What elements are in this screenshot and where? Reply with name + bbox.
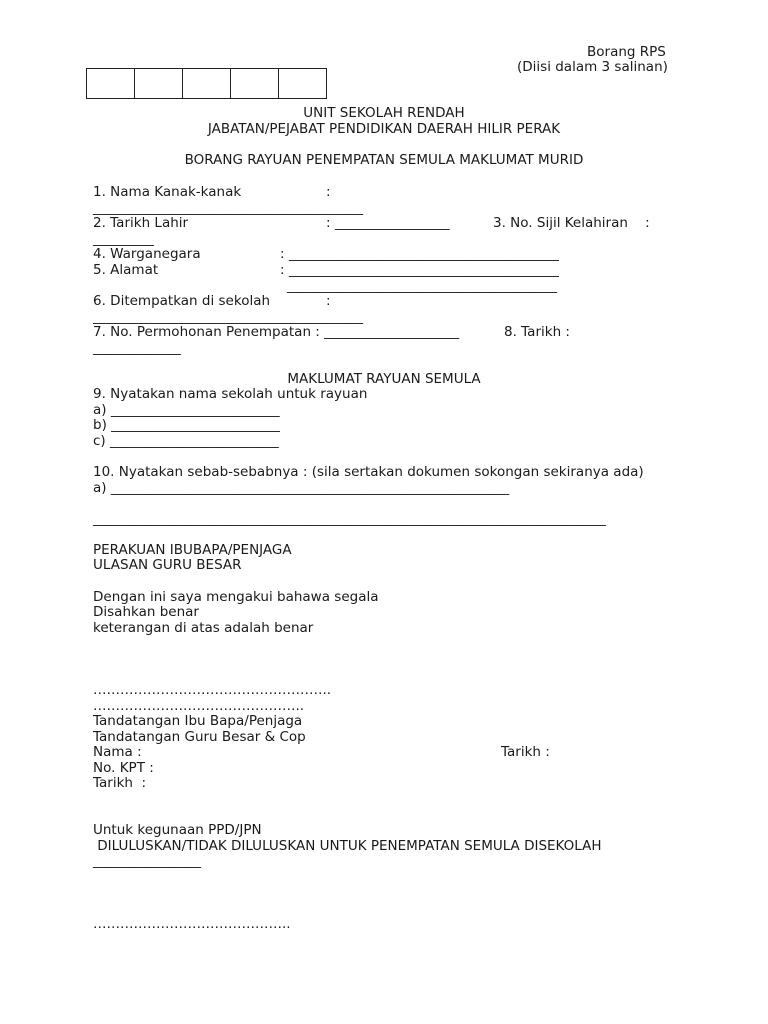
parent-signature-label: Tandatangan Ibu Bapa/Penjaga	[93, 713, 303, 729]
approval-school-blank[interactable]: ________________	[93, 853, 201, 869]
field-name-colon: :	[326, 184, 331, 200]
field-school-blank[interactable]: ________________________________________	[93, 309, 363, 325]
headmaster-review-heading: ULASAN GURU BESAR	[93, 557, 242, 573]
field-name-blank[interactable]: ________________________________________	[93, 200, 363, 216]
field-school-colon: :	[326, 293, 331, 309]
q9c-field[interactable]: c) _________________________	[93, 433, 279, 449]
form-code: Borang RPS	[587, 44, 666, 60]
name-label: Nama :	[93, 744, 142, 760]
approval-decision: DILULUSKAN/TIDAK DILULUSKAN UNTUK PENEMPATAN SEMULA DISEKOLAH	[93, 838, 602, 854]
q10a-field[interactable]: a) ___________________________________________________________	[93, 480, 510, 496]
officer-signature-dots[interactable]: ……………………………………..	[93, 916, 291, 932]
unit-heading: UNIT SEKOLAH RENDAH	[303, 105, 465, 121]
copies-note: (Diisi dalam 3 salinan)	[517, 59, 668, 75]
field-address-blank-2[interactable]: ________________________________________	[287, 278, 557, 294]
head-signature-label: Tandatangan Guru Besar & Cop	[93, 729, 306, 745]
field-citizenship-blank[interactable]: : ________________________________________	[280, 246, 559, 262]
code-boxes[interactable]	[86, 68, 327, 99]
code-box[interactable]	[182, 68, 231, 99]
code-box[interactable]	[278, 68, 327, 99]
field-birthcert-blank[interactable]: _________	[93, 231, 154, 247]
appeal-heading: MAKLUMAT RAYUAN SEMULA	[287, 371, 481, 387]
parent-declaration-heading: PERAKUAN IBUBAPA/PENJAGA	[93, 542, 292, 558]
field-application-date-blank[interactable]: _____________	[93, 340, 181, 356]
field-dob-label: 2. Tarikh Lahir	[93, 215, 189, 231]
declaration-line-2: Disahkan benar	[93, 604, 199, 620]
parent-date-label: Tarikh :	[93, 775, 147, 791]
q10-full-line[interactable]: ____________________________________________________________________________	[93, 511, 606, 527]
field-school-label: 6. Ditempatkan di sekolah	[93, 293, 271, 309]
q9a-field[interactable]: a) _________________________	[93, 402, 280, 418]
q10-label: 10. Nyatakan sebab-sebabnya : (sila sertakan dokumen sokongan sekiranya ada)	[93, 464, 644, 480]
field-address-blank[interactable]: : ________________________________________	[280, 262, 559, 278]
office-use-label: Untuk kegunaan PPD/JPN	[93, 822, 262, 838]
head-date-label: Tarikh :	[501, 744, 550, 760]
field-birthcert-label: 3. No. Sijil Kelahiran :	[493, 215, 650, 231]
department-heading: JABATAN/PEJABAT PENDIDIKAN DAERAH HILIR PERAK	[207, 121, 561, 137]
q9b-field[interactable]: b) _________________________	[93, 417, 280, 433]
field-name-label: 1. Nama Kanak-kanak	[93, 184, 242, 200]
form-title: BORANG RAYUAN PENEMPATAN SEMULA MAKLUMAT MURID	[184, 152, 584, 168]
q9-label: 9. Nyatakan nama sekolah untuk rayuan	[93, 386, 368, 402]
code-box[interactable]	[86, 68, 135, 99]
field-citizenship-label: 4. Warganegara	[93, 246, 201, 262]
field-dob-blank[interactable]: : _________________	[326, 215, 450, 231]
code-box[interactable]	[230, 68, 279, 99]
field-application-date-label: 8. Tarikh :	[504, 324, 570, 340]
field-address-label: 5. Alamat	[93, 262, 159, 278]
head-signature-dots[interactable]: ………………………………………..	[93, 698, 305, 714]
declaration-line-1: Dengan ini saya mengakui bahawa segala	[93, 589, 379, 605]
declaration-line-3: keterangan di atas adalah benar	[93, 620, 314, 636]
parent-signature-dots[interactable]: ……………………………………………..	[93, 682, 332, 698]
code-box[interactable]	[134, 68, 183, 99]
field-application-no[interactable]: 7. No. Permohonan Penempatan : ____________________	[93, 324, 460, 340]
kpt-label: No. KPT :	[93, 760, 154, 776]
